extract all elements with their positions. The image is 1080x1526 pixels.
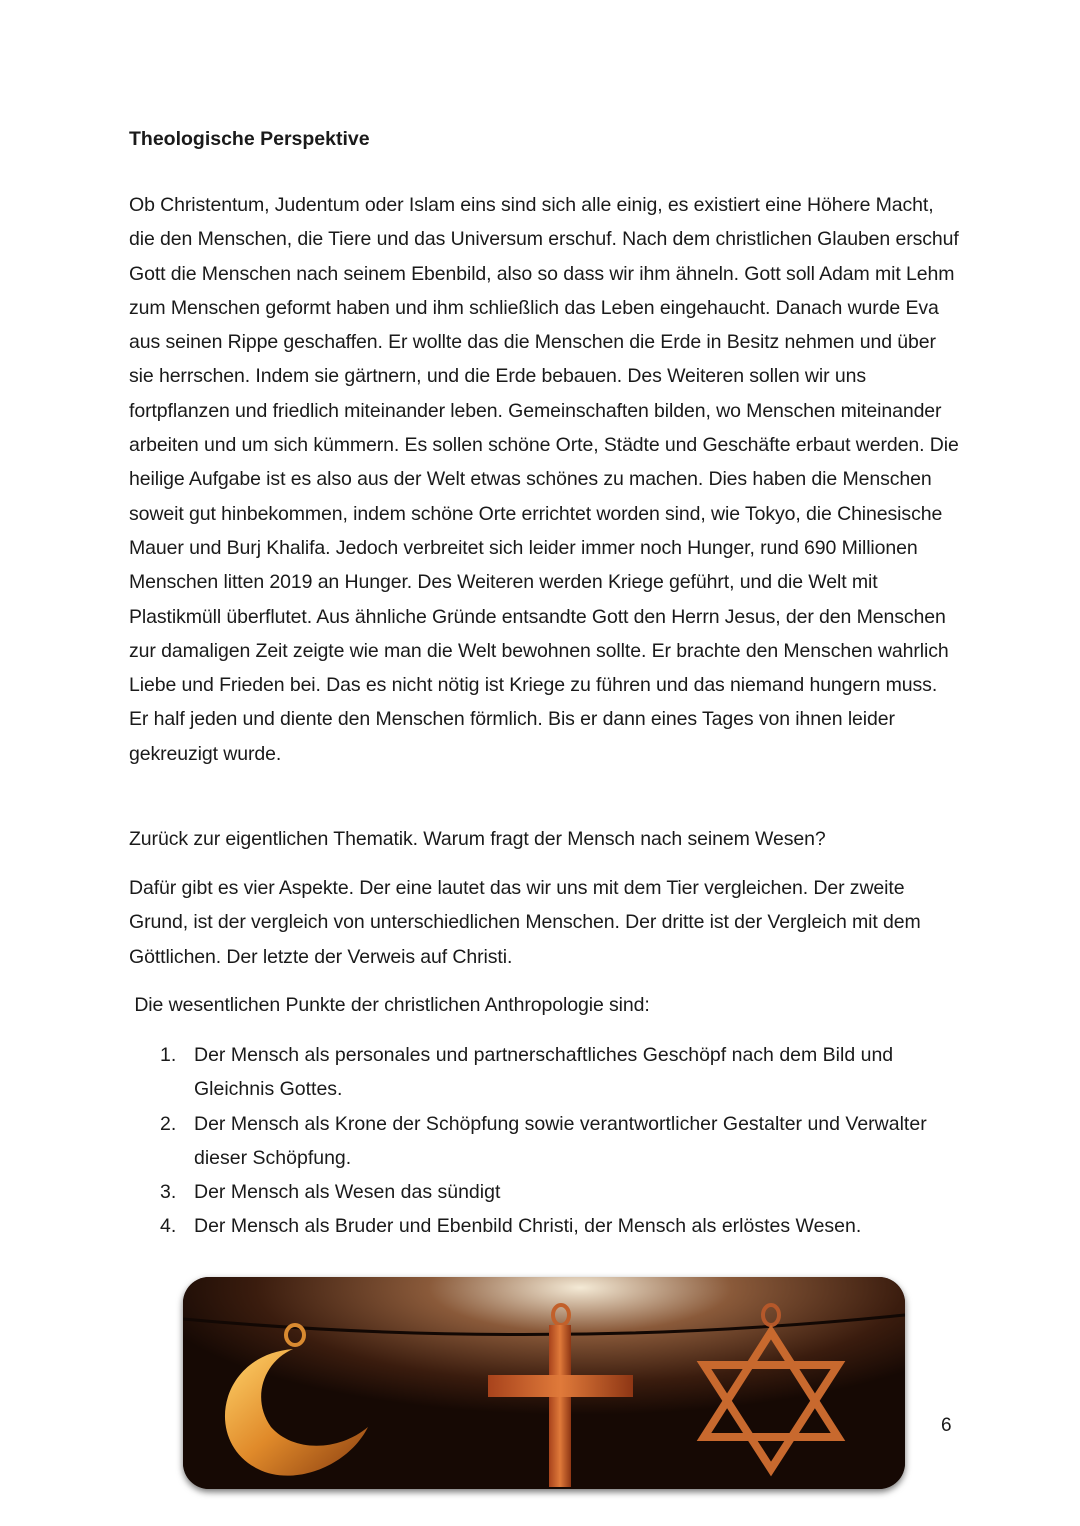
list-item [129, 1107, 961, 1176]
list-text: Der Mensch als Krone der Schöpfung sowie verantwortlicher Gestalter und Verwalter dieser Schöpfung. [194, 1112, 927, 1169]
list-number: 3. [160, 1181, 177, 1204]
list-item [129, 1209, 961, 1243]
list-number: 1. [160, 1044, 177, 1066]
list-text: Der Mensch als Wesen das sündigt [194, 1181, 501, 1204]
list-text: Der Mensch als Bruder und Ebenbild Christi, der Mensch als erlöstes Wesen. [194, 1215, 862, 1238]
list-item [129, 1038, 961, 1107]
page-number: 6 [941, 1415, 952, 1436]
aspects-paragraph: Dafür gibt es vier Aspekte. Der eine lautet das wir uns mit dem Tier vergleichen. Der zweite Grund, ist der vergleich von unterschiedlichen Menschen. Der dritte ist der Vergleich mit dem Göttlichen. Der letzte der Verweis auf Christi. [129, 877, 921, 968]
religious-symbols-image [183, 1277, 905, 1489]
intro-paragraph: Ob Christentum, Judentum oder Islam eins sind sich alle einig, es existiert eine Höhere Macht, die den Menschen, die Tiere und das Universum erschuf. Nach dem christlichen Glauben erschuf Gott die Menschen nach seinem Ebenbild, also so dass wir ihm ähneln. Gott soll Adam mit Lehm zum Menschen geformt haben und ihm schließlich das Leben eingehaucht. Danach wurde Eva aus seinen Rippe geschaffen. Er wollte das die Menschen die Erde in Besitz nehmen und über sie herrschen. Indem sie gärtnern, und die Erde bebauen. Des Weiteren sollen wir uns fortpflanzen und friedlich miteinander leben. Gemeinschaften bilden, wo Menschen miteinander arbeiten und um sich kümmern. Es sollen schöne Orte, Städte und Geschäfte erbaut werden. Die heilige Aufgabe ist es also aus der Welt etwas schönes zu machen. Dies haben die Menschen soweit gut hinbekommen, indem schöne Orte errichtet worden sind, wie Tokyo, die Chinesische Mauer und Burj Khalifa. Jedoch verbreitet sich leider immer noch Hunger, rund 690 Millionen Menschen litten 2019 an Hunger. Des Weiteren werden Kriege geführt, und die Welt mit Plastikmüll überflutet. Aus ähnliche Gründe entsandte Gott den Herrn Jesus, der den Menschen zur damaligen Zeit zeigte wie man die Welt bewohnen sollte. Er brachte den Menschen wahrlich Liebe und Frieden bei. Das es nicht nötig ist Kriege zu führen und das niemand hungern muss. Er half jeden und diente den Menschen förmlich. Bis er dann eines Tages von ihnen leider gekreuzigt wurde. [129, 194, 959, 765]
list-item [129, 1175, 961, 1209]
list-number: 2. [160, 1112, 177, 1135]
religious-symbols-illustration [183, 1277, 905, 1489]
anthropology-points-list [129, 1038, 961, 1244]
list-text: Der Mensch als personales und partnerschaftliches Geschöpf nach dem Bild und Gleichnis Gottes. [194, 1044, 894, 1101]
list-number: 4. [160, 1215, 177, 1238]
section-heading: Theologische Perspektive [129, 128, 370, 150]
question-paragraph: Zurück zur eigentlichen Thematik. Warum fragt der Mensch nach seinem Wesen? [129, 828, 826, 850]
list-intro-paragraph: Die wesentlichen Punkte der christlichen Anthropologie sind: [129, 994, 650, 1016]
